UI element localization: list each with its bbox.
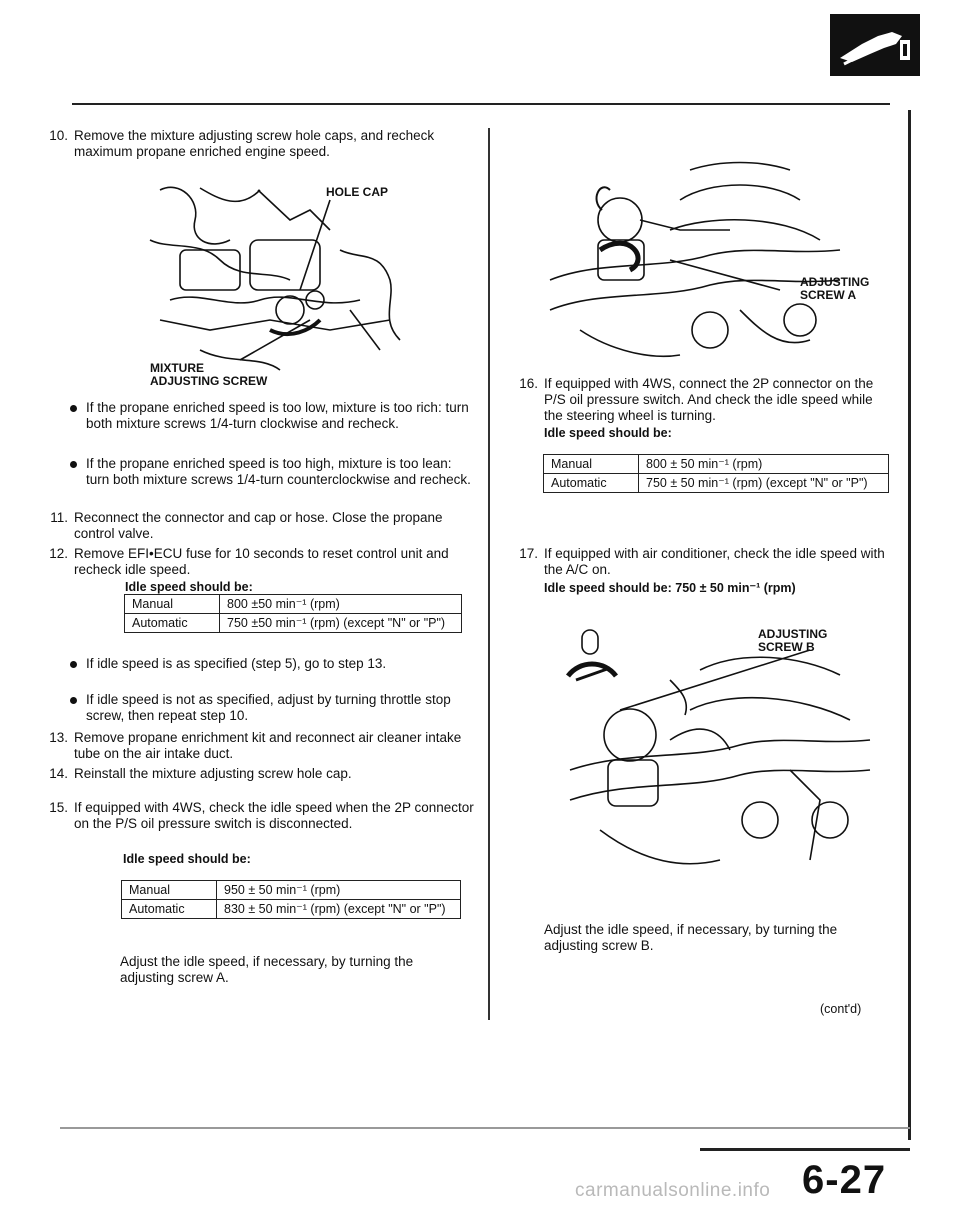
transmission-cell: Automatic	[122, 900, 217, 919]
adjusting-screw-b-label-2: SCREW B	[758, 640, 815, 654]
idle-spec-table-1	[124, 594, 462, 633]
step-11: 11. Reconnect the connector and cap or hose. Close the propane control valve.	[50, 510, 443, 541]
idle-speed-label: Idle speed should be:	[544, 426, 672, 440]
spec-cell: 800 ±50 min⁻¹ (rpm)	[220, 595, 462, 614]
watermark: carmanualsonline.info	[575, 1180, 771, 1201]
section-logo	[830, 14, 920, 76]
bullet-too-rich: If the propane enriched speed is too low, mixture is too rich: turn both mixture screws 1/4-turn clockwise and recheck.	[70, 400, 475, 432]
idle-speed-label: Idle speed should be:	[123, 852, 251, 866]
step-16: 16. If equipped with 4WS, connect the 2P connector on the P/S oil pressure switch. And check the idle speed while the steering wheel is turning.	[519, 376, 874, 423]
step-15: 15. If equipped with 4WS, check the idle speed when the 2P connector on the P/S oil pressure switch is disconnected.	[49, 800, 474, 831]
adjusting-screw-a-label-2: SCREW A	[800, 288, 857, 302]
spec-cell: 830 ± 50 min⁻¹ (rpm) (except "N" or "P")	[217, 900, 461, 919]
column-divider	[488, 128, 490, 1020]
table-row	[122, 900, 461, 919]
idle-spec-table-2	[121, 880, 461, 919]
bullet-icon	[70, 661, 77, 668]
idle-speed-label: Idle speed should be:	[125, 580, 253, 594]
throttle-screw-a-illustration	[540, 160, 870, 370]
hole-cap-label: HOLE CAP	[326, 185, 389, 199]
page-number: 6-27	[802, 1158, 887, 1202]
adjusting-screw-a-label-1: ADJUSTING	[800, 275, 870, 289]
adjust-screw-a-text: Adjust the idle speed, if necessary, by turning the adjusting screw A.	[120, 954, 414, 985]
adjust-screw-b-text: Adjust the idle speed, if necessary, by turning the adjusting screw B.	[544, 922, 838, 953]
step-14: 14. Reinstall the mixture adjusting screw hole cap.	[49, 766, 352, 781]
bullet-icon	[70, 697, 77, 704]
throttle-screw-b-illustration	[560, 620, 880, 890]
step-17: 17. If equipped with air conditioner, check the idle speed with the A/C on.	[519, 546, 885, 577]
spec-cell: 800 ± 50 min⁻¹ (rpm)	[639, 455, 889, 474]
step-13: 13. Remove propane enrichment kit and reconnect air cleaner intake tube on the air intake duct.	[49, 730, 462, 761]
bullet-spec-ok: If idle speed is as specified (step 5), go to step 13.	[70, 656, 475, 672]
bottom-rule	[60, 1127, 910, 1129]
table-row	[544, 474, 889, 493]
continued-marker: (cont'd)	[820, 1002, 862, 1016]
table-row	[125, 595, 462, 614]
adjusting-screw-label: ADJUSTING SCREW	[150, 374, 268, 388]
transmission-cell: Automatic	[125, 614, 220, 633]
transmission-cell: Manual	[544, 455, 639, 474]
bullet-too-lean: If the propane enriched speed is too high, mixture is too lean: turn both mixture screws 1/4-turn counterclockwise and recheck.	[70, 456, 475, 488]
engine-fuel-section-icon	[830, 14, 920, 76]
screw-a-figure	[540, 160, 870, 370]
bullet-icon	[70, 461, 77, 468]
idle-spec-table-3	[543, 454, 889, 493]
step-10: 10. Remove the mixture adjusting screw hole caps, and recheck maximum propane enriched engine speed.	[49, 128, 435, 159]
table-row	[544, 455, 889, 474]
footer-rule	[700, 1148, 910, 1151]
throttle-body-illustration	[140, 180, 420, 380]
transmission-cell: Automatic	[544, 474, 639, 493]
bullet-icon	[70, 405, 77, 412]
table-row	[122, 881, 461, 900]
spec-cell: 750 ±50 min⁻¹ (rpm) (except "N" or "P")	[220, 614, 462, 633]
spec-cell: 950 ± 50 min⁻¹ (rpm)	[217, 881, 461, 900]
table-row	[125, 614, 462, 633]
transmission-cell: Manual	[125, 595, 220, 614]
transmission-cell: Manual	[122, 881, 217, 900]
adjusting-screw-b-label-1: ADJUSTING	[758, 627, 828, 641]
idle-speed-ac-spec: Idle speed should be: 750 ± 50 min⁻¹ (rpm)	[544, 581, 796, 595]
step-12: 12. Remove EFI•ECU fuse for 10 seconds to reset control unit and recheck idle speed.	[49, 546, 449, 577]
right-margin-rule	[908, 110, 911, 1140]
mixture-label: MIXTURE	[150, 361, 204, 375]
screw-b-figure	[560, 620, 880, 890]
mixture-screw-figure	[140, 180, 420, 380]
header-rule	[72, 103, 890, 105]
spec-cell: 750 ± 50 min⁻¹ (rpm) (except "N" or "P")	[639, 474, 889, 493]
bullet-spec-not-ok: If idle speed is not as specified, adjust by turning throttle stop screw, then repeat step 10.	[70, 692, 475, 724]
